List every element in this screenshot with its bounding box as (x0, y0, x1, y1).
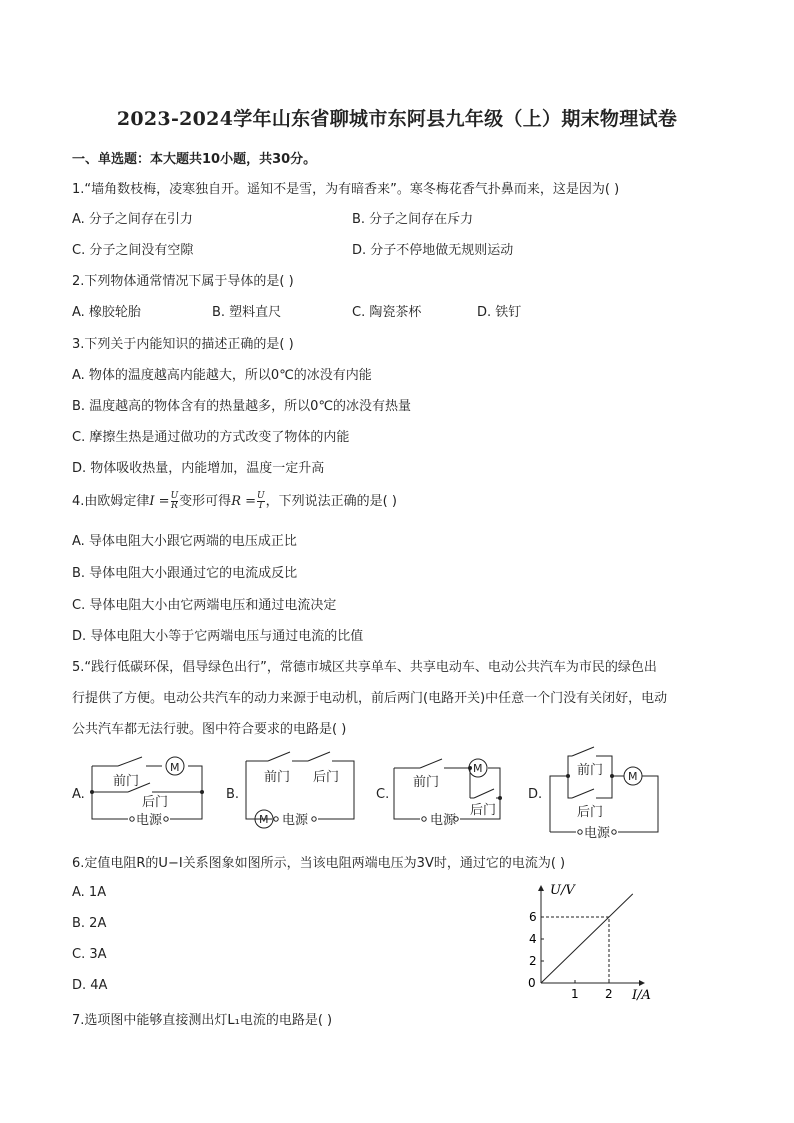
question-6-stem: 6.定值电阻R的U−I关系图象如图所示，当该电阻两端电压为3V时，通过它的电流为( ) (72, 856, 566, 871)
question-5-line-3: 公共汽车都无法行驶。图中符合要求的电路是( ) (72, 722, 347, 737)
q1-option-a: A. 分子之间存在引力 (72, 212, 193, 227)
q4-stem-part-c: ，下列说法正确的是( ) (265, 494, 397, 509)
question-5-line-1: 5.“践行低碳环保，倡导绿色出行”，常德市城区共享单车、共享电动车、电动公共汽车为市民的绿色出 (72, 660, 657, 675)
q4-formula-1-fraction (171, 492, 179, 511)
q5-option-a-letter: A. (72, 787, 85, 802)
q4-formula-2-fraction (257, 492, 265, 511)
q4-stem-part-a: 4.由欧姆定律 (72, 494, 150, 509)
circuit-d-motor-label: M (628, 770, 638, 783)
circuit-b-back-door-label: 后门 (313, 770, 340, 785)
q4-formula-2-lhs: R = (231, 494, 257, 509)
q5-option-b-letter: B. (226, 787, 240, 802)
y-tick-label: 6 (529, 910, 537, 924)
q2-option-d: D. 铁钉 (477, 305, 522, 320)
circuit-b-power-label: 电源 (282, 813, 309, 828)
question-5-line-2: 行提供了方便。电动公共汽车的动力来源于电动机，前后两门(电路开关)中任意一个门没有关闭好，电动 (72, 691, 668, 706)
q5-circuit-diagrams (0, 740, 794, 840)
circuit-c-back-door-label: 后门 (470, 803, 497, 818)
circuit-c-motor-label: M (473, 762, 483, 775)
origin-label: 0 (528, 976, 536, 990)
q3-option-c: C. 摩擦生热是通过做功的方式改变了物体的内能 (72, 430, 350, 445)
circuit-d-power-label: 电源 (584, 826, 611, 840)
question-7-stem: 7.选项图中能够直接测出灯L₁电流的电路是( ) (72, 1013, 333, 1028)
q4-formula-1-numerator: U (170, 491, 179, 501)
q4-formula-1-lhs: I = (149, 494, 170, 509)
q6-option-a: A. 1A (72, 885, 107, 900)
circuit-d-back-door-label: 后门 (577, 805, 604, 820)
x-tick-label: 2 (605, 987, 613, 1001)
circuit-a-front-door-label: 前门 (113, 774, 140, 789)
q4-stem-part-b: 变形可得 (179, 494, 232, 509)
question-2-stem: 2.下列物体通常情况下属于导体的是( ) (72, 274, 294, 289)
circuit-c-power-label: 电源 (430, 813, 457, 828)
q5-option-d-letter: D. (528, 787, 543, 802)
y-tick-label: 2 (529, 954, 537, 968)
x-axis-label: I/A (632, 988, 651, 1003)
circuit-b-motor-label: M (259, 813, 269, 826)
q5-option-c-letter: C. (376, 787, 390, 802)
q2-option-b: B. 塑料直尺 (212, 305, 282, 320)
page-title: 2023-2024学年山东省聊城市东阿县九年级（上）期末物理试卷 (116, 108, 678, 130)
q6-option-d: D. 4A (72, 978, 108, 993)
q3-option-d: D. 物体吸收热量，内能增加，温度一定升高 (72, 461, 325, 476)
q1-option-d: D. 分子不停地做无规则运动 (352, 243, 514, 258)
q6-option-b: B. 2A (72, 916, 107, 931)
y-axis-label: U/V (550, 883, 575, 898)
q1-option-b: B. 分子之间存在斥力 (352, 212, 474, 227)
q6-ui-graph (520, 880, 670, 1005)
q2-option-c: C. 陶瓷茶杯 (352, 305, 422, 320)
circuit-d-front-door-label: 前门 (577, 763, 604, 778)
circuit-a-power-label: 电源 (136, 813, 163, 828)
y-tick-label: 4 (529, 932, 537, 946)
q4-option-c: C. 导体电阻大小由它两端电压和通过电流决定 (72, 598, 337, 613)
series-line (541, 894, 633, 983)
question-1-stem: 1.“墙角数枝梅，凌寒独自开。遥知不是雪，为有暗香来”。寒冬梅花香气扑鼻而来，这是因为( ) (72, 182, 620, 197)
circuit-c-front-door-label: 前门 (413, 775, 440, 790)
circuit-a-back-door-label: 后门 (142, 795, 169, 810)
q4-option-a: A. 导体电阻大小跟它两端的电压成正比 (72, 534, 297, 549)
q6-option-c: C. 3A (72, 947, 107, 962)
q4-formula-2-numerator: U (257, 491, 265, 501)
q4-formula-1-denominator: R (170, 501, 178, 511)
q4-formula-2-denominator: I (259, 501, 263, 511)
q2-option-a: A. 橡胶轮胎 (72, 305, 141, 320)
circuit-a-motor-label: M (170, 761, 180, 774)
q3-option-a: A. 物体的温度越高内能越大，所以0℃的冰没有内能 (72, 368, 372, 383)
question-4-stem (72, 490, 397, 511)
question-3-stem: 3.下列关于内能知识的描述正确的是( ) (72, 337, 294, 352)
circuit-b-front-door-label: 前门 (264, 770, 291, 785)
section-heading: 一、单选题：本大题共10小题，共30分。 (72, 152, 317, 167)
q4-option-b: B. 导体电阻大小跟通过它的电流成反比 (72, 566, 298, 581)
q4-option-d: D. 导体电阻大小等于它两端电压与通过电流的比值 (72, 629, 364, 644)
x-tick-label: 1 (571, 987, 579, 1001)
q1-option-c: C. 分子之间没有空隙 (72, 243, 194, 258)
q3-option-b: B. 温度越高的物体含有的热量越多，所以0℃的冰没有热量 (72, 399, 412, 414)
